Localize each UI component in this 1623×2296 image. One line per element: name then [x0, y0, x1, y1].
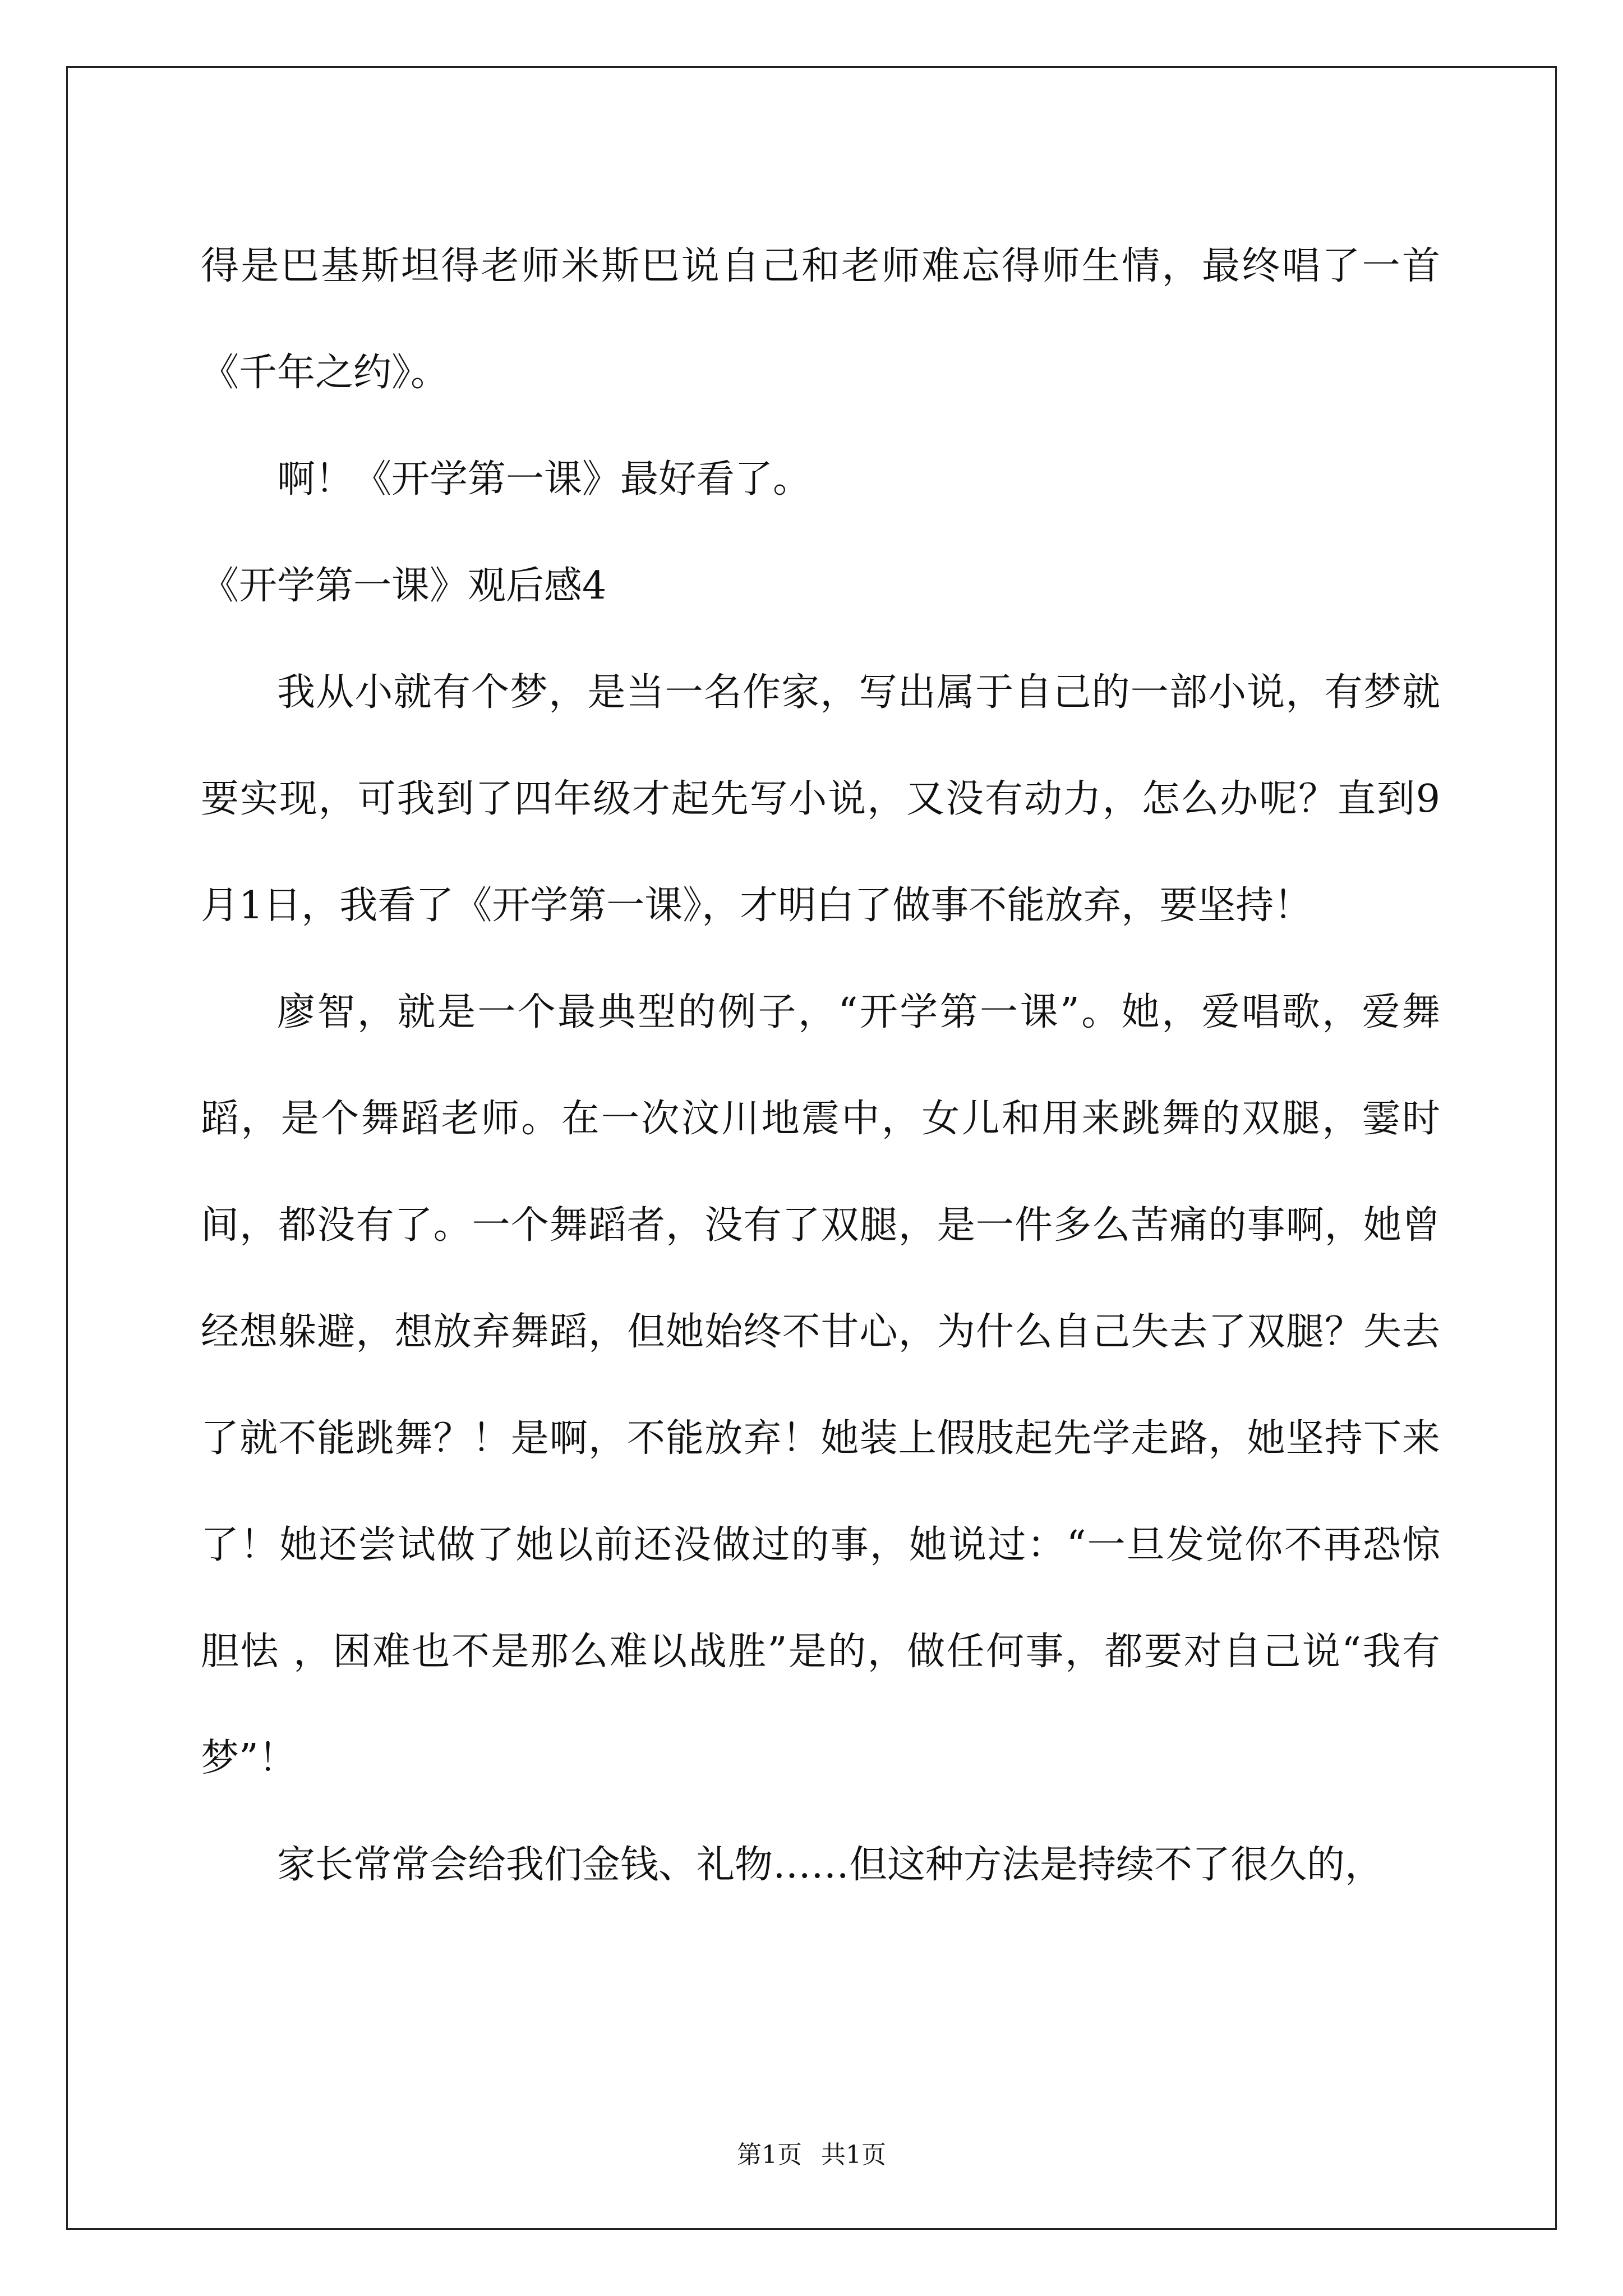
- paragraph-parents: 家长常常会给我们金钱、礼物……但这种方法是持续不了很久的，: [277, 1843, 1384, 1887]
- paragraph-continuation: 得是巴基斯坦得老师米斯巴说自己和老师难忘得师生情，最终唱了一首《千年之约》。: [201, 244, 1440, 395]
- paragraph-exclamation: 啊！《开学第一课》最好看了。: [277, 457, 811, 501]
- paragraph-dream: 我从小就有个梦，是当一名作家，写出属于自己的一部小说，有梦就要实现，可我到了四年级才起先写小说，又没有动力，怎么办呢？直到9月1日，我看了《开学第一课》，才明白了做事不能放弃，要坚持！: [201, 670, 1440, 928]
- document-body: [201, 213, 1440, 1918]
- section-heading: 《开学第一课》观后感4: [201, 564, 607, 608]
- paragraph-liaozhi: 廖智，就是一个最典型的例子，“开学第一课”。她，爱唱歌，爱舞蹈，是个舞蹈老师。在一次汶川地震中，女儿和用来跳舞的双腿，霎时间，都没有了。一个舞蹈者，没有了双腿，是一件多么苦痛的事啊，她曾经想躲避，想放弃舞蹈，但她始终不甘心，为什么自己失去了双腿？失去了就不能跳舞？！是啊，不能放弃！她装上假肢起先学走路，她坚持下来了！她还尝试做了她以前还没做过的事，她说过：“一旦发觉你不再恐惊胆怯 ，困难也不是那么难以战胜”是的，做任何事，都要对自己说“我有梦”！: [201, 990, 1440, 1780]
- page-footer: 第1页 共1页: [737, 2141, 886, 2169]
